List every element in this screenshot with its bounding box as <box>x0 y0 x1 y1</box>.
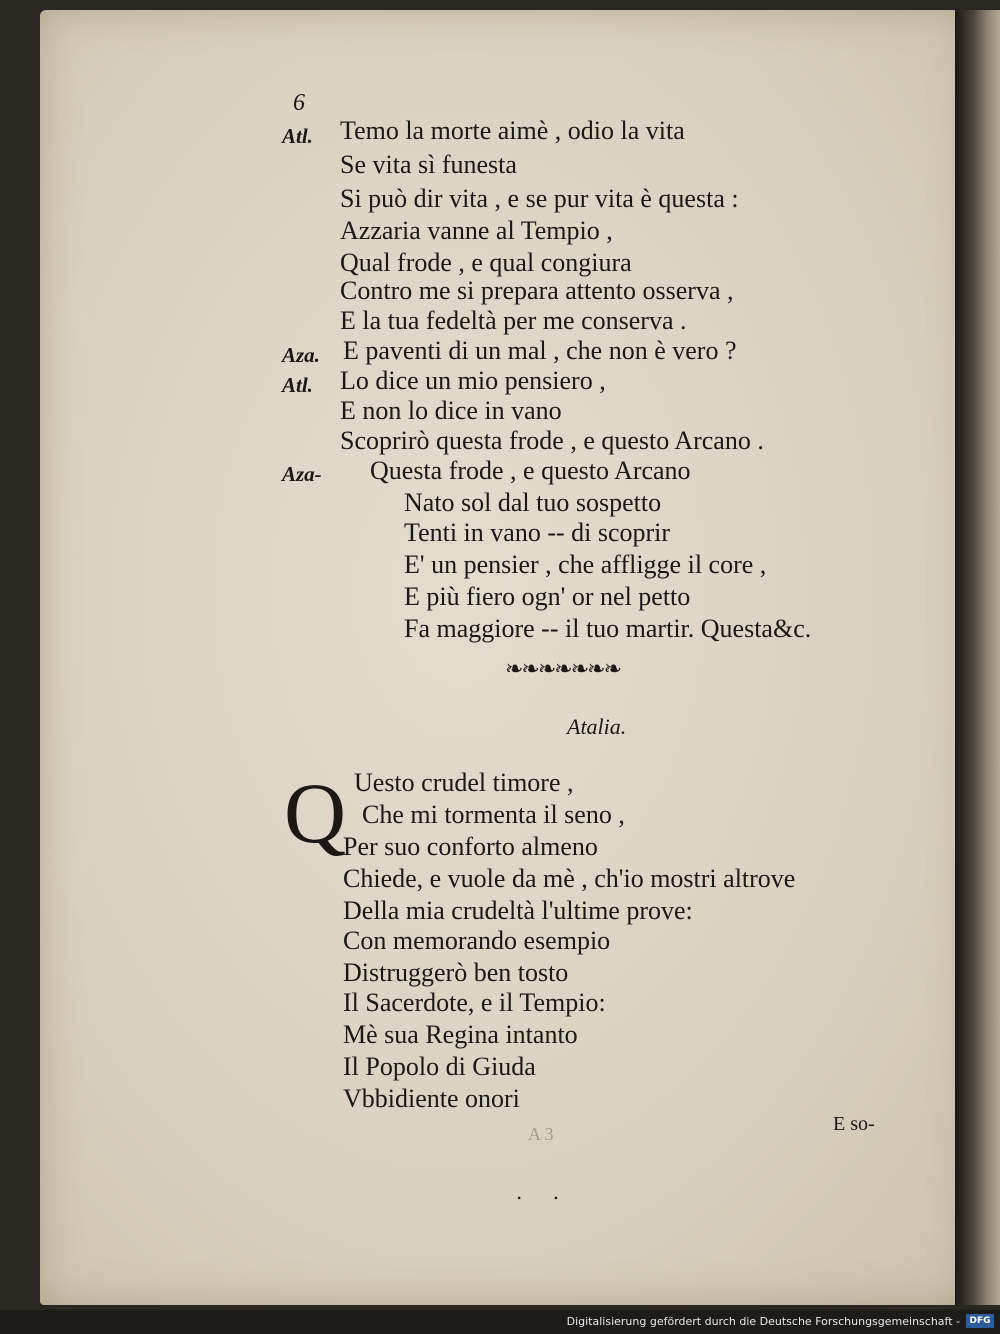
aria-line: Tenti in vano -- di scoprir <box>404 518 671 547</box>
aria-line: E' un pensier , che affligge il core , <box>404 550 767 579</box>
verse-line: E non lo dice in vano <box>340 396 562 425</box>
catchword: E so- <box>833 1113 875 1135</box>
verse-line: Contro me si prepara attento osserva , <box>340 276 734 305</box>
dfg-logo: DFG <box>966 1314 994 1328</box>
verse-line: Se vita sì funesta <box>340 150 517 179</box>
page-number: 6 <box>293 90 305 116</box>
footer-credit: Digitalisierung gefördert durch die Deutsche Forschungsgemeinschaft - <box>566 1315 960 1328</box>
speaker-label: Atl. <box>282 124 313 148</box>
book-edge <box>955 10 1000 1305</box>
aria-line: Questa frode , e questo Arcano <box>370 456 691 485</box>
verse-line: Temo la morte aimè , odio la vita <box>340 116 685 145</box>
aria-line: Nato sol dal tuo sospetto <box>404 488 662 517</box>
verse-line: Uesto crudel timore , <box>354 768 574 797</box>
verse-line: E paventi di un mal , che non è vero ? <box>343 336 737 365</box>
signature-mark: A 3 <box>528 1124 554 1144</box>
verse-line: Azzaria vanne al Tempio , <box>340 216 613 245</box>
verse-line: Che mi tormenta il seno , <box>362 800 625 829</box>
page-dots: . . <box>516 1180 572 1204</box>
verse-line: Della mia crudeltà l'ultime prove: <box>343 896 693 925</box>
speaker-label: Atl. <box>282 373 313 397</box>
verse-line: Lo dice un mio pensiero , <box>340 366 606 395</box>
ornament-divider <box>505 657 621 682</box>
drop-cap: Q <box>284 765 347 861</box>
verse-line: Qual frode , e qual congiura <box>340 248 632 277</box>
aria-line: E più fiero ogn' or nel petto <box>404 582 691 611</box>
verse-line: Il Popolo di Giuda <box>343 1052 536 1081</box>
verse-line: Vbbidiente onori <box>343 1084 520 1113</box>
verse-line: Chiede, e vuole da mè , ch'io mostri altrove <box>343 864 796 893</box>
speaker-label: Aza. <box>282 343 320 367</box>
verse-line: Scoprirò questa frode , e questo Arcano . <box>340 426 764 455</box>
verse-line: E la tua fedeltà per me conserva . <box>340 306 687 335</box>
speaker-label: Aza- <box>282 462 322 486</box>
ornament-glyphs: ❧❧❧❧❧❧❧ <box>505 657 621 682</box>
verse-line: Mè sua Regina intanto <box>343 1020 578 1049</box>
verse-line: Si può dir vita , e se pur vita è questa : <box>340 184 739 213</box>
aria-line: Fa maggiore -- il tuo martir. Questa&c. <box>404 614 812 643</box>
verse-line: Per suo conforto almeno <box>343 832 598 861</box>
verse-line: Con memorando esempio <box>343 926 611 955</box>
verse-line: Distruggerò ben tosto <box>343 958 569 987</box>
scene-heading: Atalia. <box>567 714 627 739</box>
verse-line: Il Sacerdote, e il Tempio: <box>343 988 606 1017</box>
